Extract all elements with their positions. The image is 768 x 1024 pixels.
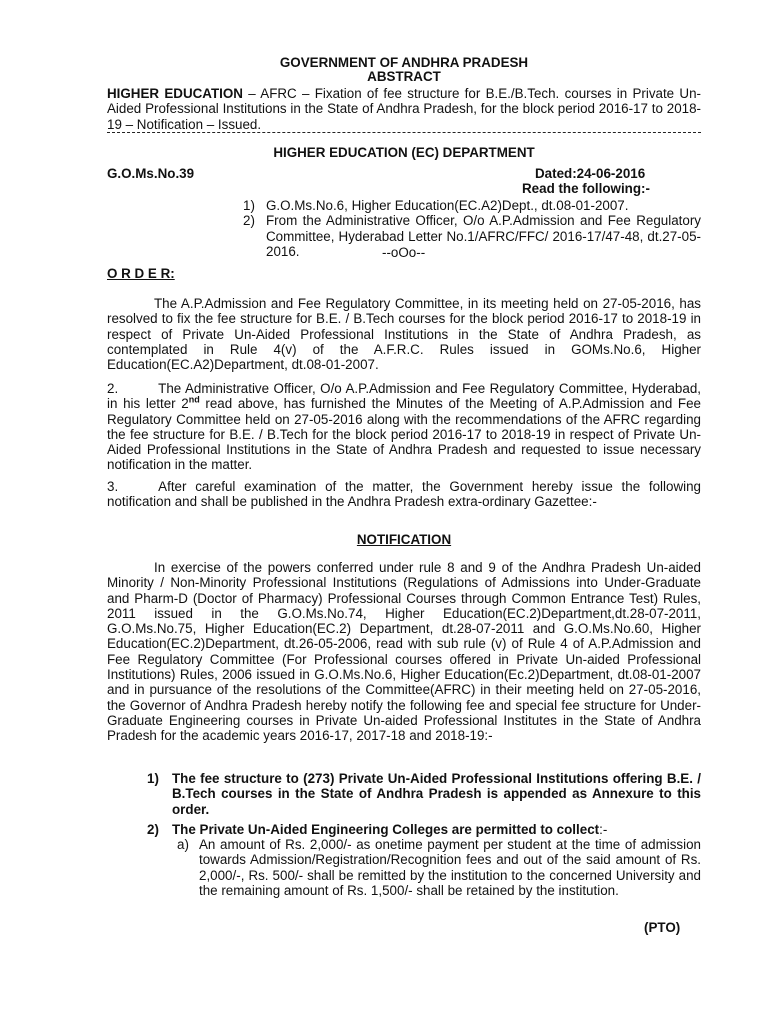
order-heading: O R D E R: xyxy=(107,266,175,281)
department-heading: HIGHER EDUCATION (EC) DEPARTMENT xyxy=(273,145,535,160)
item-number: 1) xyxy=(147,771,159,786)
reference-number: 1) xyxy=(243,198,255,213)
subject-paragraph xyxy=(107,86,701,132)
order-paragraph-1 xyxy=(107,296,701,372)
item-text: The Private Un-Aided Engineering Colleges are permitted to collect xyxy=(172,822,600,837)
government-title: GOVERNMENT OF ANDHRA PRADESH xyxy=(279,55,529,70)
order-paragraph-3 xyxy=(107,479,701,510)
abstract-title: ABSTRACT xyxy=(367,69,441,84)
ordinal-superscript: nd xyxy=(188,394,200,405)
paragraph-1-text: The A.P.Admission and Fee Regulatory Committee, in its meeting held on 27-05-2016, has resolved to fix the fee structure for B.E. / B.Tech courses for the block period 2016-17 to 2018-19 in respect of Private Un-Aided Professional Institutions in the State of Andhra Pradesh, as contemplated in Rule 4(v) of the A.F.R.C. Rules issued in GOMs.No.6, Higher Education(EC.A2)Department, dt.08-01-2007. xyxy=(107,296,701,373)
sub-item-list xyxy=(177,837,701,898)
notification-paragraph xyxy=(107,560,701,744)
reference-text: From the Administrative Officer, O/o A.P.Admission and Fee Regulatory Committee, Hyderabad Letter No.1/AFRC/FFC/ 2016-17/47-48, dt.27-05-2016. xyxy=(266,213,701,259)
reference-number: 2) xyxy=(243,213,255,229)
separator-mark: --oOo-- xyxy=(382,245,426,260)
dashed-divider xyxy=(107,132,701,133)
paragraph-2-number: 2. xyxy=(107,381,119,396)
pto-marker: (PTO) xyxy=(644,920,681,935)
notification-item-2 xyxy=(147,822,701,837)
read-following-label: Read the following:- xyxy=(522,181,650,196)
order-paragraph-2 xyxy=(107,381,701,473)
sub-item-text: An amount of Rs. 2,000/- as onetime payment per student at the time of admission towards Admission/Registration/Recognition fees and out of the said amount of Rs. 2,000/-, Rs. 500/- shall be remitted by the institution to the concerned University and the remaining amount of Rs. 1,500/- shall be retained by the institution. xyxy=(199,837,701,898)
item-suffix: :- xyxy=(599,822,608,837)
paragraph-2-text-end: read above, has furnished the Minutes of the Meeting of A.P.Admission and Fee Regulatory Committee held on 27-05-2016 along with the recommendations of the AFRC regarding the fee structure for B.E. / B.Tech for the block period 2016-17 to 2018-19 in respect of Private Un-Aided Professional Institutions in the State of Andhra Pradesh and requested to issue necessary notification in the matter. xyxy=(107,396,701,473)
sub-item xyxy=(177,837,701,898)
go-date: Dated:24-06-2016 xyxy=(535,166,646,181)
subject-lead: HIGHER EDUCATION xyxy=(107,86,243,101)
notification-heading: NOTIFICATION xyxy=(356,532,452,547)
sub-item-label: a) xyxy=(177,837,189,852)
paragraph-3-text: After careful examination of the matter, the Government hereby issue the following notification and shall be published in the Andhra Pradesh extra-ordinary Gazettee:- xyxy=(107,479,701,510)
reference-item xyxy=(243,213,701,259)
paragraph-3-number: 3. xyxy=(107,479,119,494)
notification-text: In exercise of the powers conferred under rule 8 and 9 of the Andhra Pradesh Un-aided Minority / Non-Minority Professional Institutions (Regulations of Admissions into Under-Graduate and Pharm-D (Doctor of Pharmacy) Professional Courses through Common Entrance Test) Rules, 2011 issued in the G.O.Ms.No.74, Higher Education(EC.2)Department,dt.28-07-2011, G.O.Ms.No.75, Higher Education(EC.2) Department, dt.28-07-2011 and G.O.Ms.No.60, Higher Education(EC.2)Department, dt.26-05-2006, read with sub rule (v) of Rule 4 of A.P.Admission and Fee Regulatory Committee (For Professional courses offered in Private Un-aided Professional Institutions) Rules, 2006 issued in G.O.Ms.No.6, Higher Education(Ec.2)Department, dt.08-01-2007 and in pursuance of the resolutions of the Committee(AFRC) in their meeting held on 27-05-2016, the Governor of Andhra Pradesh hereby notify the following fee and special fee structure for Under-Graduate Engineering courses in Private Un-aided Professional Institutes in the State of Andhra Pradesh for the academic years 2016-17, 2017-18 and 2018-19:- xyxy=(107,560,701,744)
reference-text: G.O.Ms.No.6, Higher Education(EC.A2)Dept., dt.08-01-2007. xyxy=(266,198,629,213)
subject-text: – AFRC – Fixation of fee structure for B.E./B.Tech. courses in Private Un-Aided Professional Institutions in the State of Andhra Pradesh, for the block period 2016-17 to 2018-19 – Notification – Issued. xyxy=(107,86,701,132)
notification-item-1 xyxy=(147,771,701,817)
list-item xyxy=(147,771,701,817)
list-item xyxy=(147,822,701,837)
go-number: G.O.Ms.No.39 xyxy=(107,166,195,181)
item-number: 2) xyxy=(147,822,159,837)
reference-list xyxy=(243,198,701,259)
reference-item xyxy=(243,198,701,213)
item-text: The fee structure to (273) Private Un-Aided Professional Institutions offering B.E. / B.Tech courses in the State of Andhra Pradesh is appended as Annexure to this order. xyxy=(172,771,701,817)
paragraph-2-text-start: The Administrative Officer, O/o A.P.Admission and Fee Regulatory Committee, Hyderabad, in his letter 2 xyxy=(107,381,701,412)
